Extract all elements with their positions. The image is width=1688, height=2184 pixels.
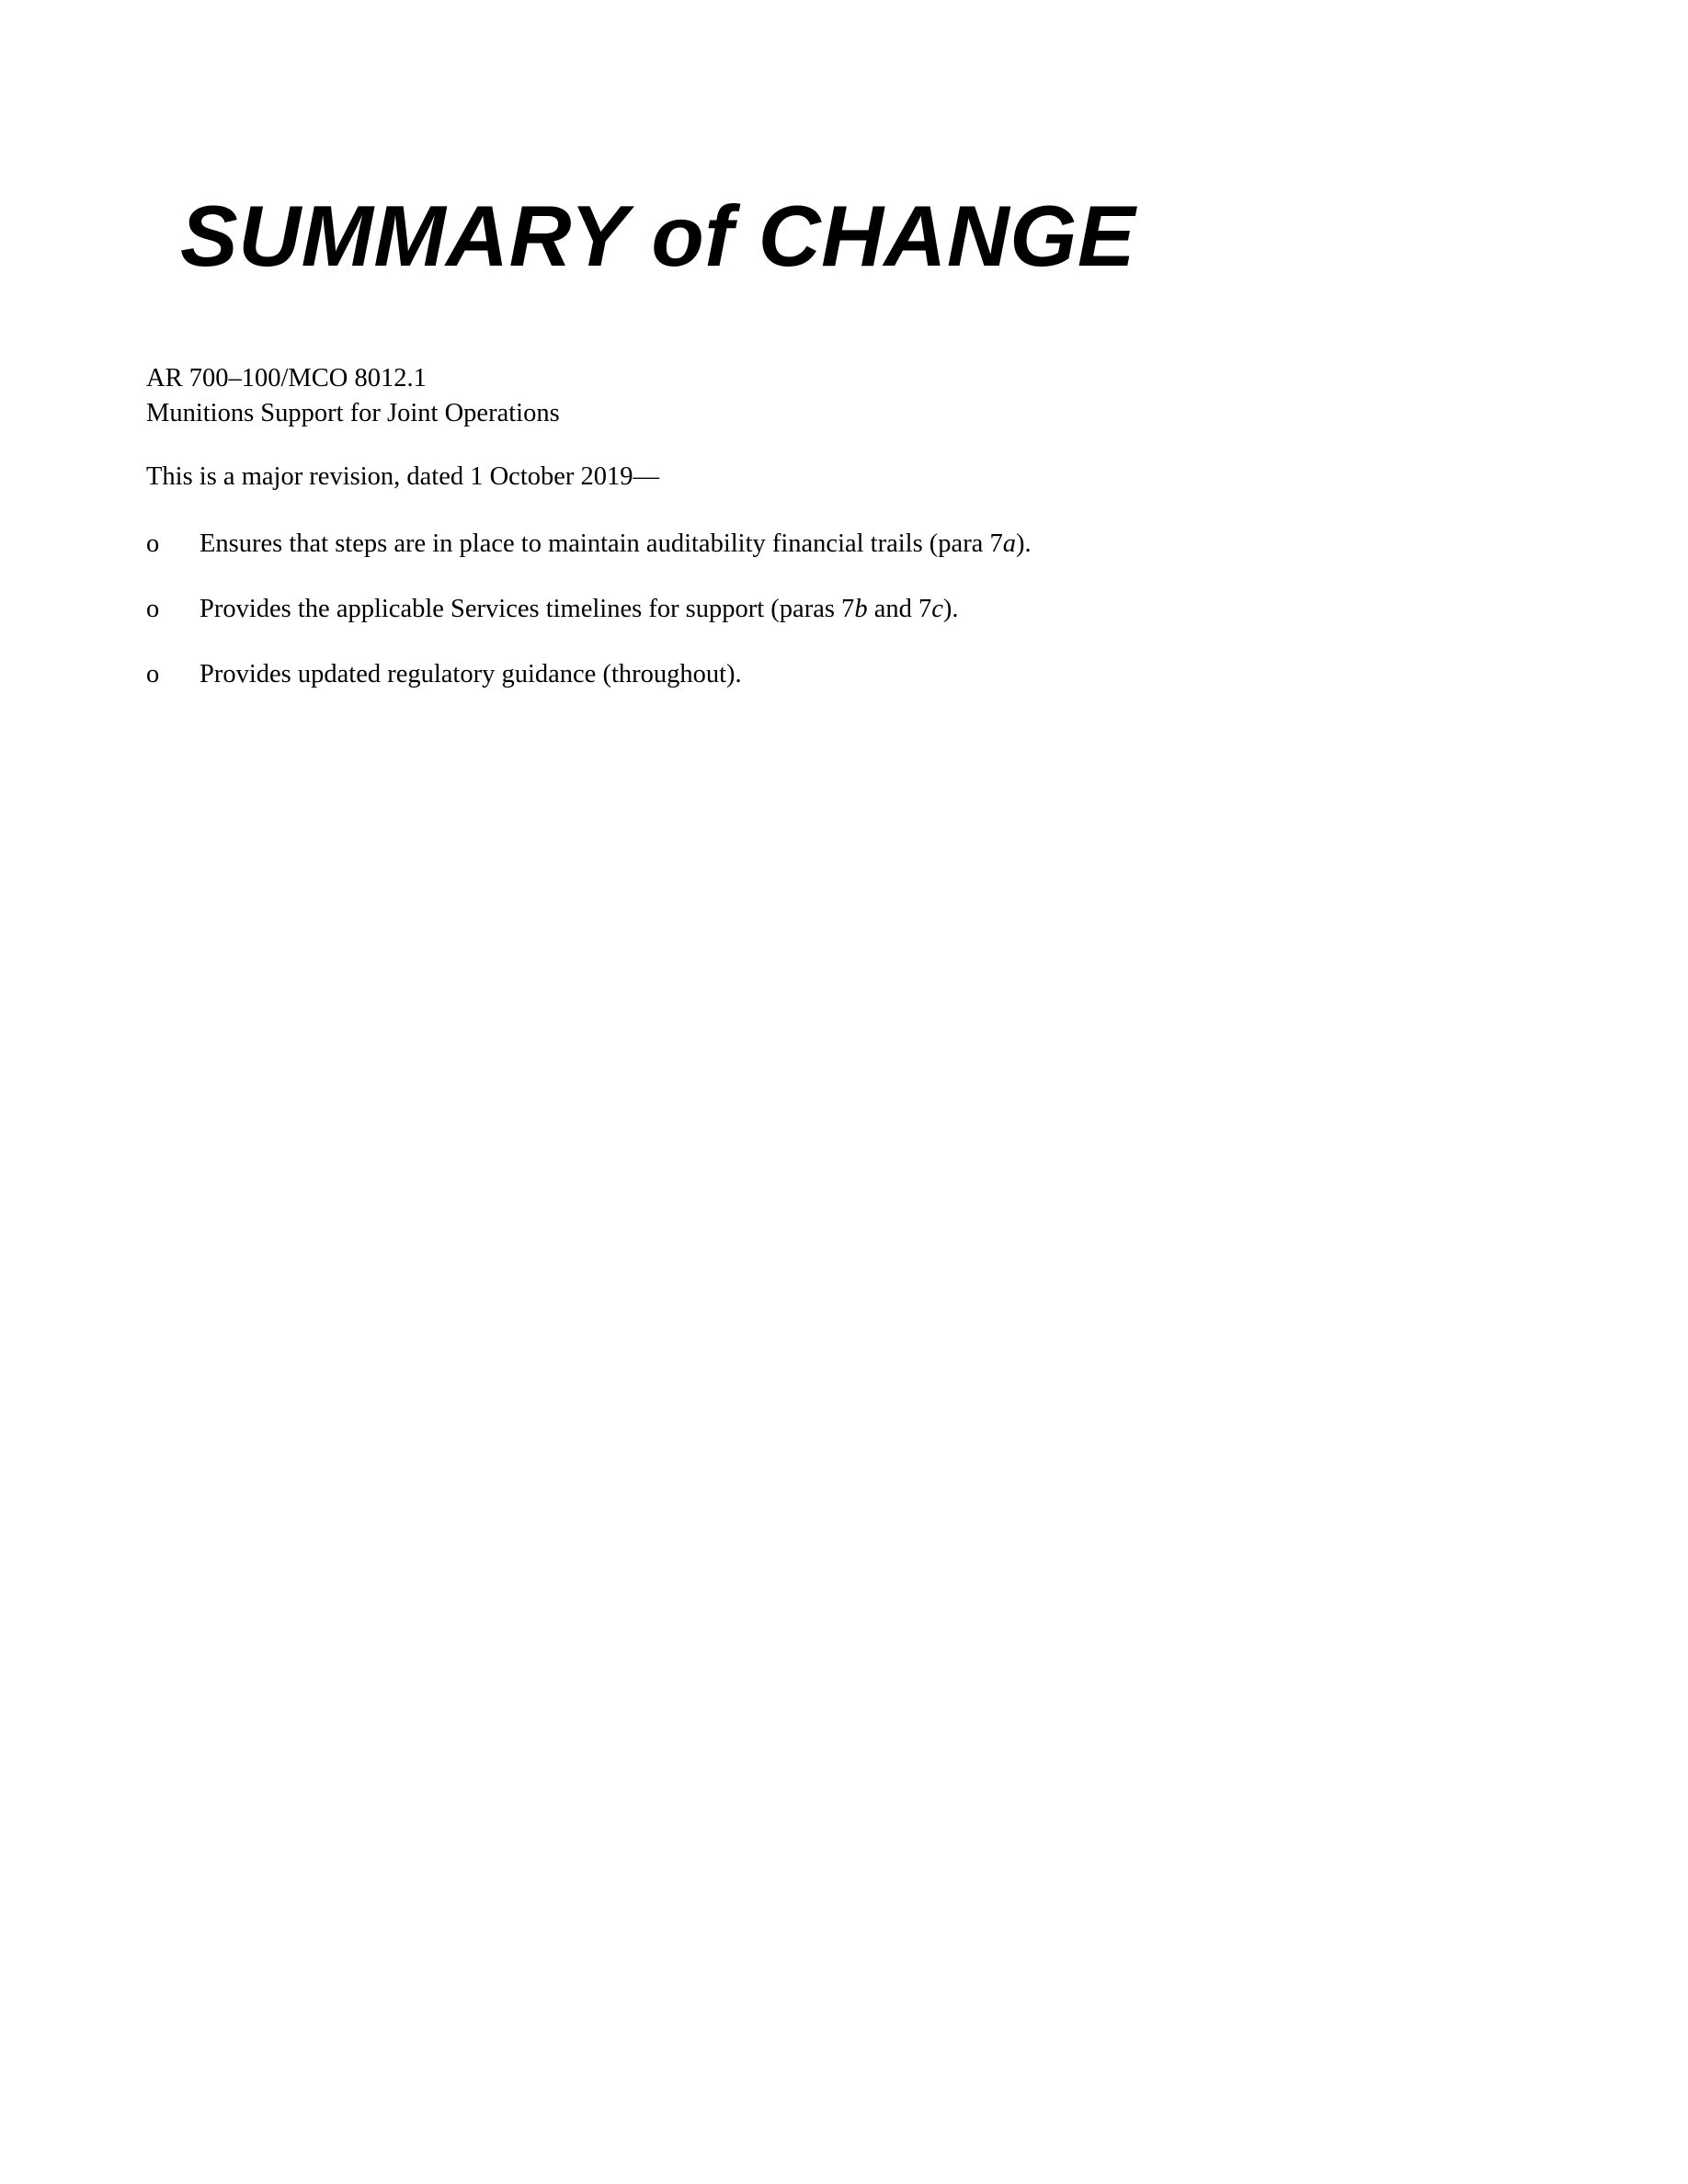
list-item-emphasis: b bbox=[854, 595, 868, 623]
list-item-emphasis-2: c bbox=[931, 595, 943, 623]
list-item-text-pre: Ensures that steps are in place to maintain auditability financial trails (para 7 bbox=[200, 529, 1003, 558]
bullet-marker: o bbox=[146, 660, 160, 688]
list-item-text bbox=[200, 657, 1525, 692]
list-item bbox=[146, 592, 1525, 627]
list-item bbox=[146, 527, 1525, 562]
list-item-text-pre: Provides updated regulatory guidance (throughout). bbox=[200, 660, 742, 688]
page-title: SUMMARY of CHANGE bbox=[180, 188, 1136, 284]
list-item-text-mid: and 7 bbox=[867, 595, 932, 623]
revision-statement: This is a major revision, dated 1 October 2019— bbox=[146, 462, 660, 491]
list-item-text-post: ). bbox=[942, 595, 959, 623]
list-item-text-post: ). bbox=[1015, 529, 1032, 558]
document-subject: Munitions Support for Joint Operations bbox=[146, 399, 560, 427]
bullet-marker: o bbox=[146, 595, 160, 623]
list-item-text-pre: Provides the applicable Services timelines for support (paras 7 bbox=[200, 595, 855, 623]
bullet-marker: o bbox=[146, 529, 160, 558]
document-identifier: AR 700–100/MCO 8012.1 bbox=[146, 364, 427, 392]
change-list bbox=[146, 527, 1525, 722]
list-item-text bbox=[200, 592, 1525, 627]
list-item-emphasis: a bbox=[1002, 529, 1016, 558]
document-meta bbox=[146, 361, 1433, 431]
list-item-text bbox=[200, 527, 1525, 562]
list-item bbox=[146, 657, 1525, 692]
